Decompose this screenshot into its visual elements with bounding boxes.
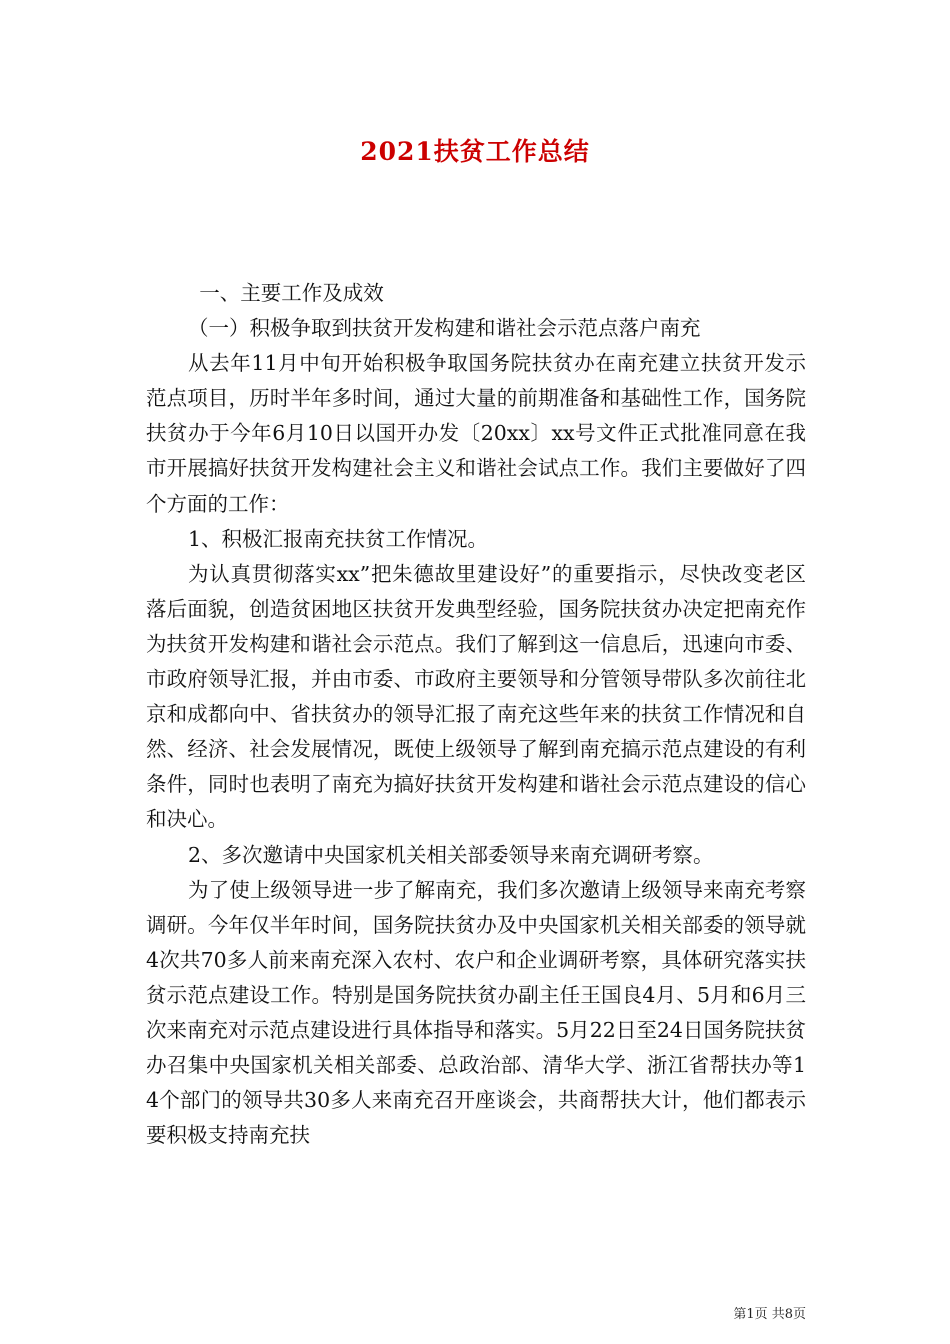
- document-title: 2021扶贫工作总结: [360, 137, 590, 166]
- body-paragraph: 为了使上级领导进一步了解南充，我们多次邀请上级领导来南充考察调研。今年仅半年时间，国务院扶贫办及中央国家机关相关部委的领导就4次共70多人前来南充深入农村、农户和企业调研考察，具体研究落实扶贫示范点建设工作。特别是国务院扶贫办副主任王国良4月、5月和6月三次来南充对示范点建设进行具体指导和落实。5月22日至24日国务院扶贫办召集中央国家机关相关部委、总政治部、清华大学、浙江省帮扶办等14个部门的领导共30多人来南充召开座谈会，共商帮扶大计，他们都表示要积极支持南充扶: [146, 877, 806, 1148]
- page-number: 第1页 共8页: [733, 1307, 806, 1322]
- item-heading: 2、多次邀请中央国家机关相关部委领导来南充调研考察。: [188, 842, 714, 867]
- item-heading: 1、积极汇报南充扶贫工作情况。: [188, 526, 489, 551]
- body-paragraph: 为认真贯彻落实xx”把朱德故里建设好”的重要指示，尽快改变老区落后面貌，创造贫困地区扶贫开发典型经验，国务院扶贫办决定把南充作为扶贫开发构建和谐社会示范点。我们了解到这一信息后，迅速向市委、市政府领导汇报，并由市委、市政府主要领导和分管领导带队多次前往北京和成都向中、省扶贫办的领导汇报了南充这些年来的扶贫工作情况和自然、经济、社会发展情况，既使上级领导了解到南充搞示范点建设的有利条件，同时也表明了南充为搞好扶贫开发构建和谐社会示范点建设的信心和决心。: [146, 561, 806, 832]
- section-heading: 一、主要工作及成效: [199, 281, 384, 305]
- body-paragraph: 从去年11月中旬开始积极争取国务院扶贫办在南充建立扶贫开发示范点项目，历时半年多时间，通过大量的前期准备和基础性工作，国务院扶贫办于今年6月10日以国开办发〔20xx〕xx号文件正式批准同意在我市开展搞好扶贫开发构建社会主义和谐社会试点工作。我们主要做好了四个方面的工作：: [146, 351, 806, 516]
- subsection-heading: （一）积极争取到扶贫开发构建和谐社会示范点落户南充: [188, 316, 701, 341]
- document-body: [146, 276, 806, 1153]
